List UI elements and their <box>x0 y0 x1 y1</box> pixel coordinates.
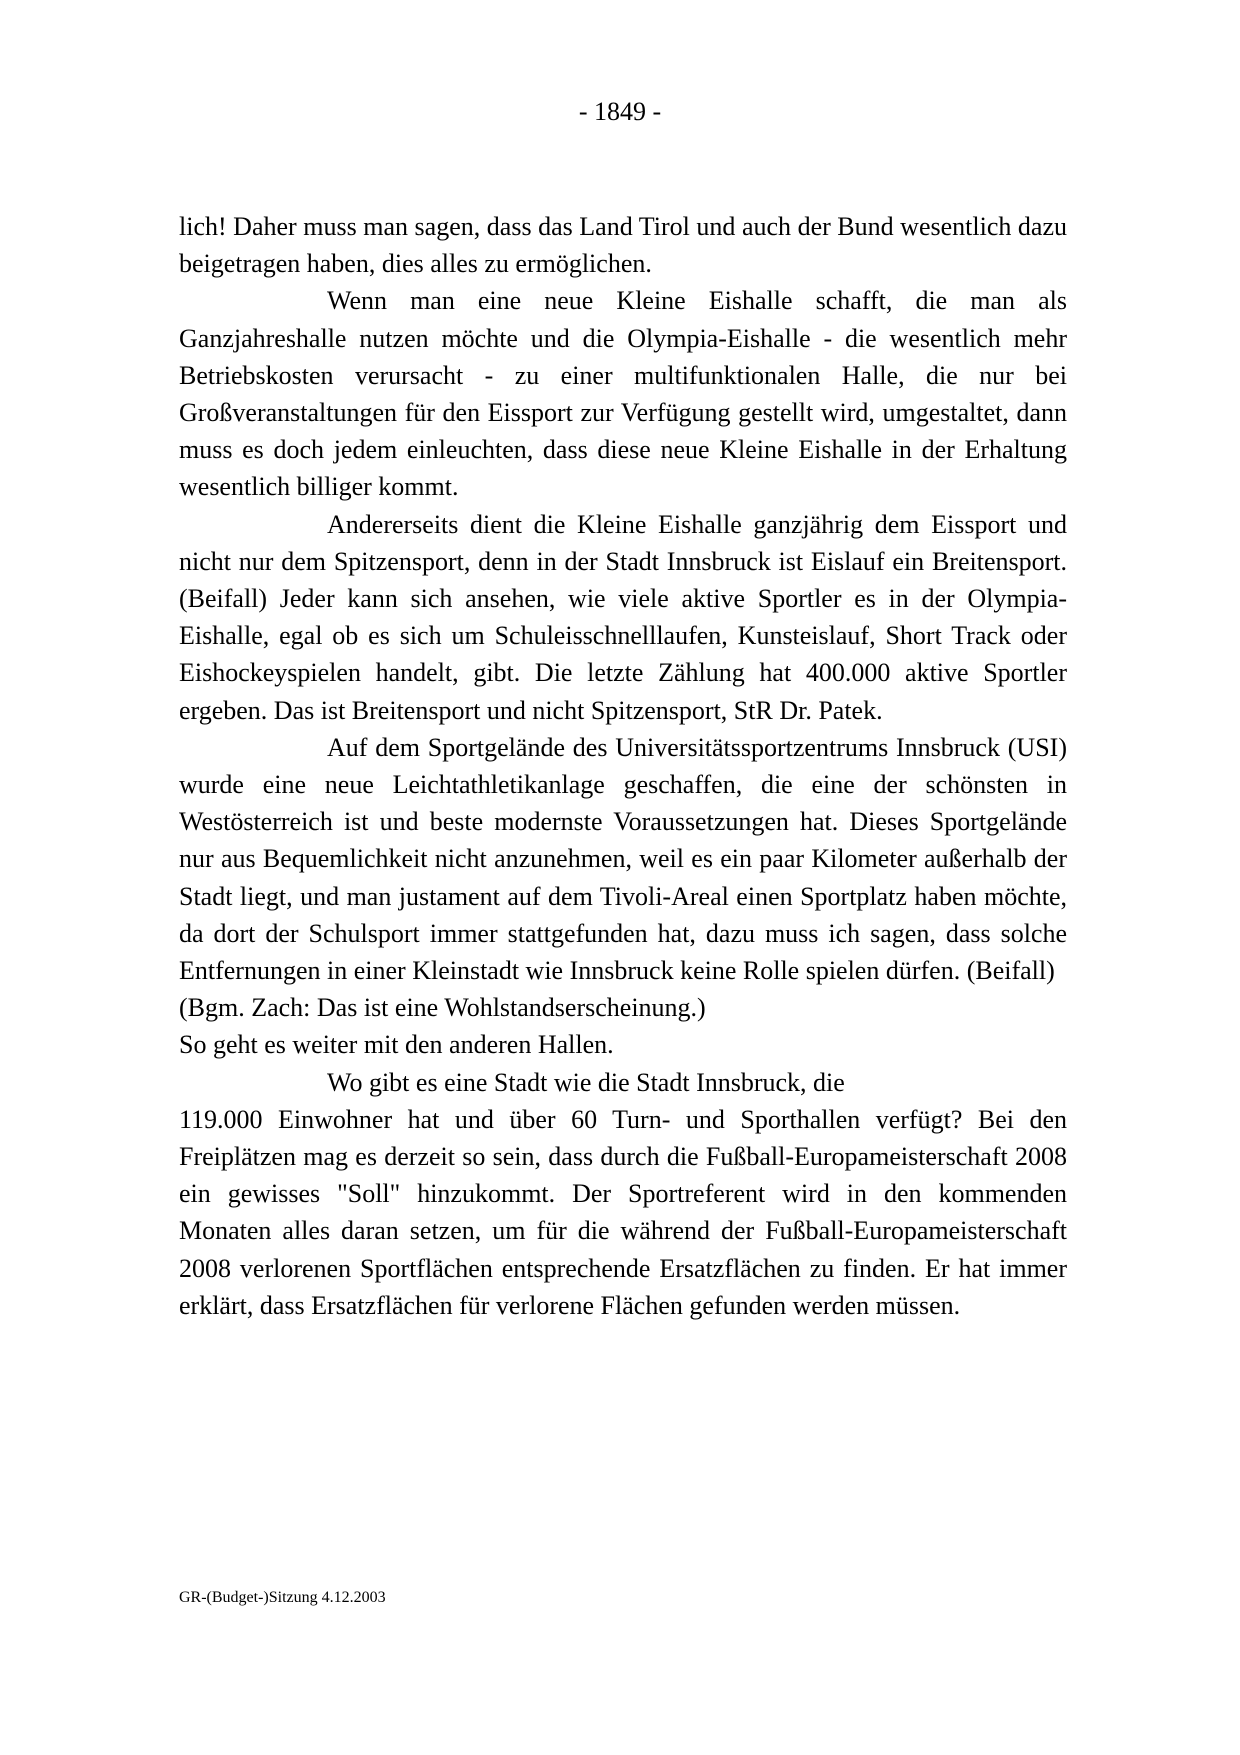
interjection-line: (Bgm. Zach: Das ist eine Wohlstandserscheinung.) <box>179 993 706 1023</box>
page-number: - 1849 - <box>578 97 662 126</box>
paragraph-4: Auf dem Sportgelände des Universitätssportzentrums Innsbruck (USI) wurde eine neue Leichtathletikanlage geschaffen, die eine der schönsten in Westösterreich ist und beste modernste Voraussetzungen hat. Dieses Sportgelände nur aus Bequemlichkeit nicht anzunehmen, weil es ein paar Kilometer außerhalb der Stadt liegt, und man justament auf dem Tivoli-Areal einen Sportplatz haben möchte, da dort der Schulsport immer stattgefunden hat, dazu muss ich sagen, dass solche Entfernungen in einer Kleinstadt wie Innsbruck keine Rolle spielen dürfen. (Beifall) <box>179 732 1067 986</box>
paragraph-1: lich! Daher muss man sagen, dass das Land Tirol und auch der Bund wesentlich dazu beigetragen haben, dies alles zu ermöglichen. <box>179 212 1067 279</box>
footer-session-label: GR-(Budget-)Sitzung 4.12.2003 <box>179 1589 386 1606</box>
paragraph-3: Andererseits dient die Kleine Eishalle ganzjährig dem Eissport und nicht nur dem Spitzensport, denn in der Stadt Innsbruck ist Eislauf ein Breitensport. (Beifall) Jeder kann sich ansehen, wie viele aktive Sportler es in der Olympia-Eishalle, egal ob es sich um Schuleisschnelllaufen, Kunsteislauf, Short Track oder Eishockeyspielen handelt, gibt. Die letzte Zählung hat 400.000 aktive Sportler ergeben. Das ist Breitensport und nicht Spitzensport, StR Dr. Patek. <box>179 509 1067 725</box>
paragraph-6-continuation: 119.000 Einwohner hat und über 60 Turn- und Sporthallen verfügt? Bei den Freiplätzen mag es derzeit so sein, dass durch die Fußball-Europameisterschaft 2008 ein gewisses "Soll" hinzukommt. Der Sportreferent wird in den kommenden Monaten alles daran setzen, um für die während der Fußball-Europameisterschaft 2008 verlorenen Sportflächen entsprechende Ersatzflächen zu finden. Er hat immer erklärt, dass Ersatzflächen für verlorene Flächen gefunden werden müssen. <box>179 1104 1067 1320</box>
paragraph-2: Wenn man eine neue Kleine Eishalle schafft, die man als Ganzjahreshalle nutzen möchte und die Olympia-Eishalle - die wesentlich mehr Betriebskosten verursacht - zu einer multifunktionalen Halle, die nur bei Großveranstaltungen für den Eissport zur Verfügung gestellt wird, umgestaltet, dann muss es doch jedem einleuchten, dass diese neue Kleine Eishalle in der Erhaltung wesentlich billiger kommt. <box>179 286 1067 502</box>
document-body <box>179 208 1067 1324</box>
paragraph-6-first-line: Wo gibt es eine Stadt wie die Stadt Innsbruck, die <box>327 1067 845 1097</box>
paragraph-5: So geht es weiter mit den anderen Hallen. <box>179 1030 614 1060</box>
